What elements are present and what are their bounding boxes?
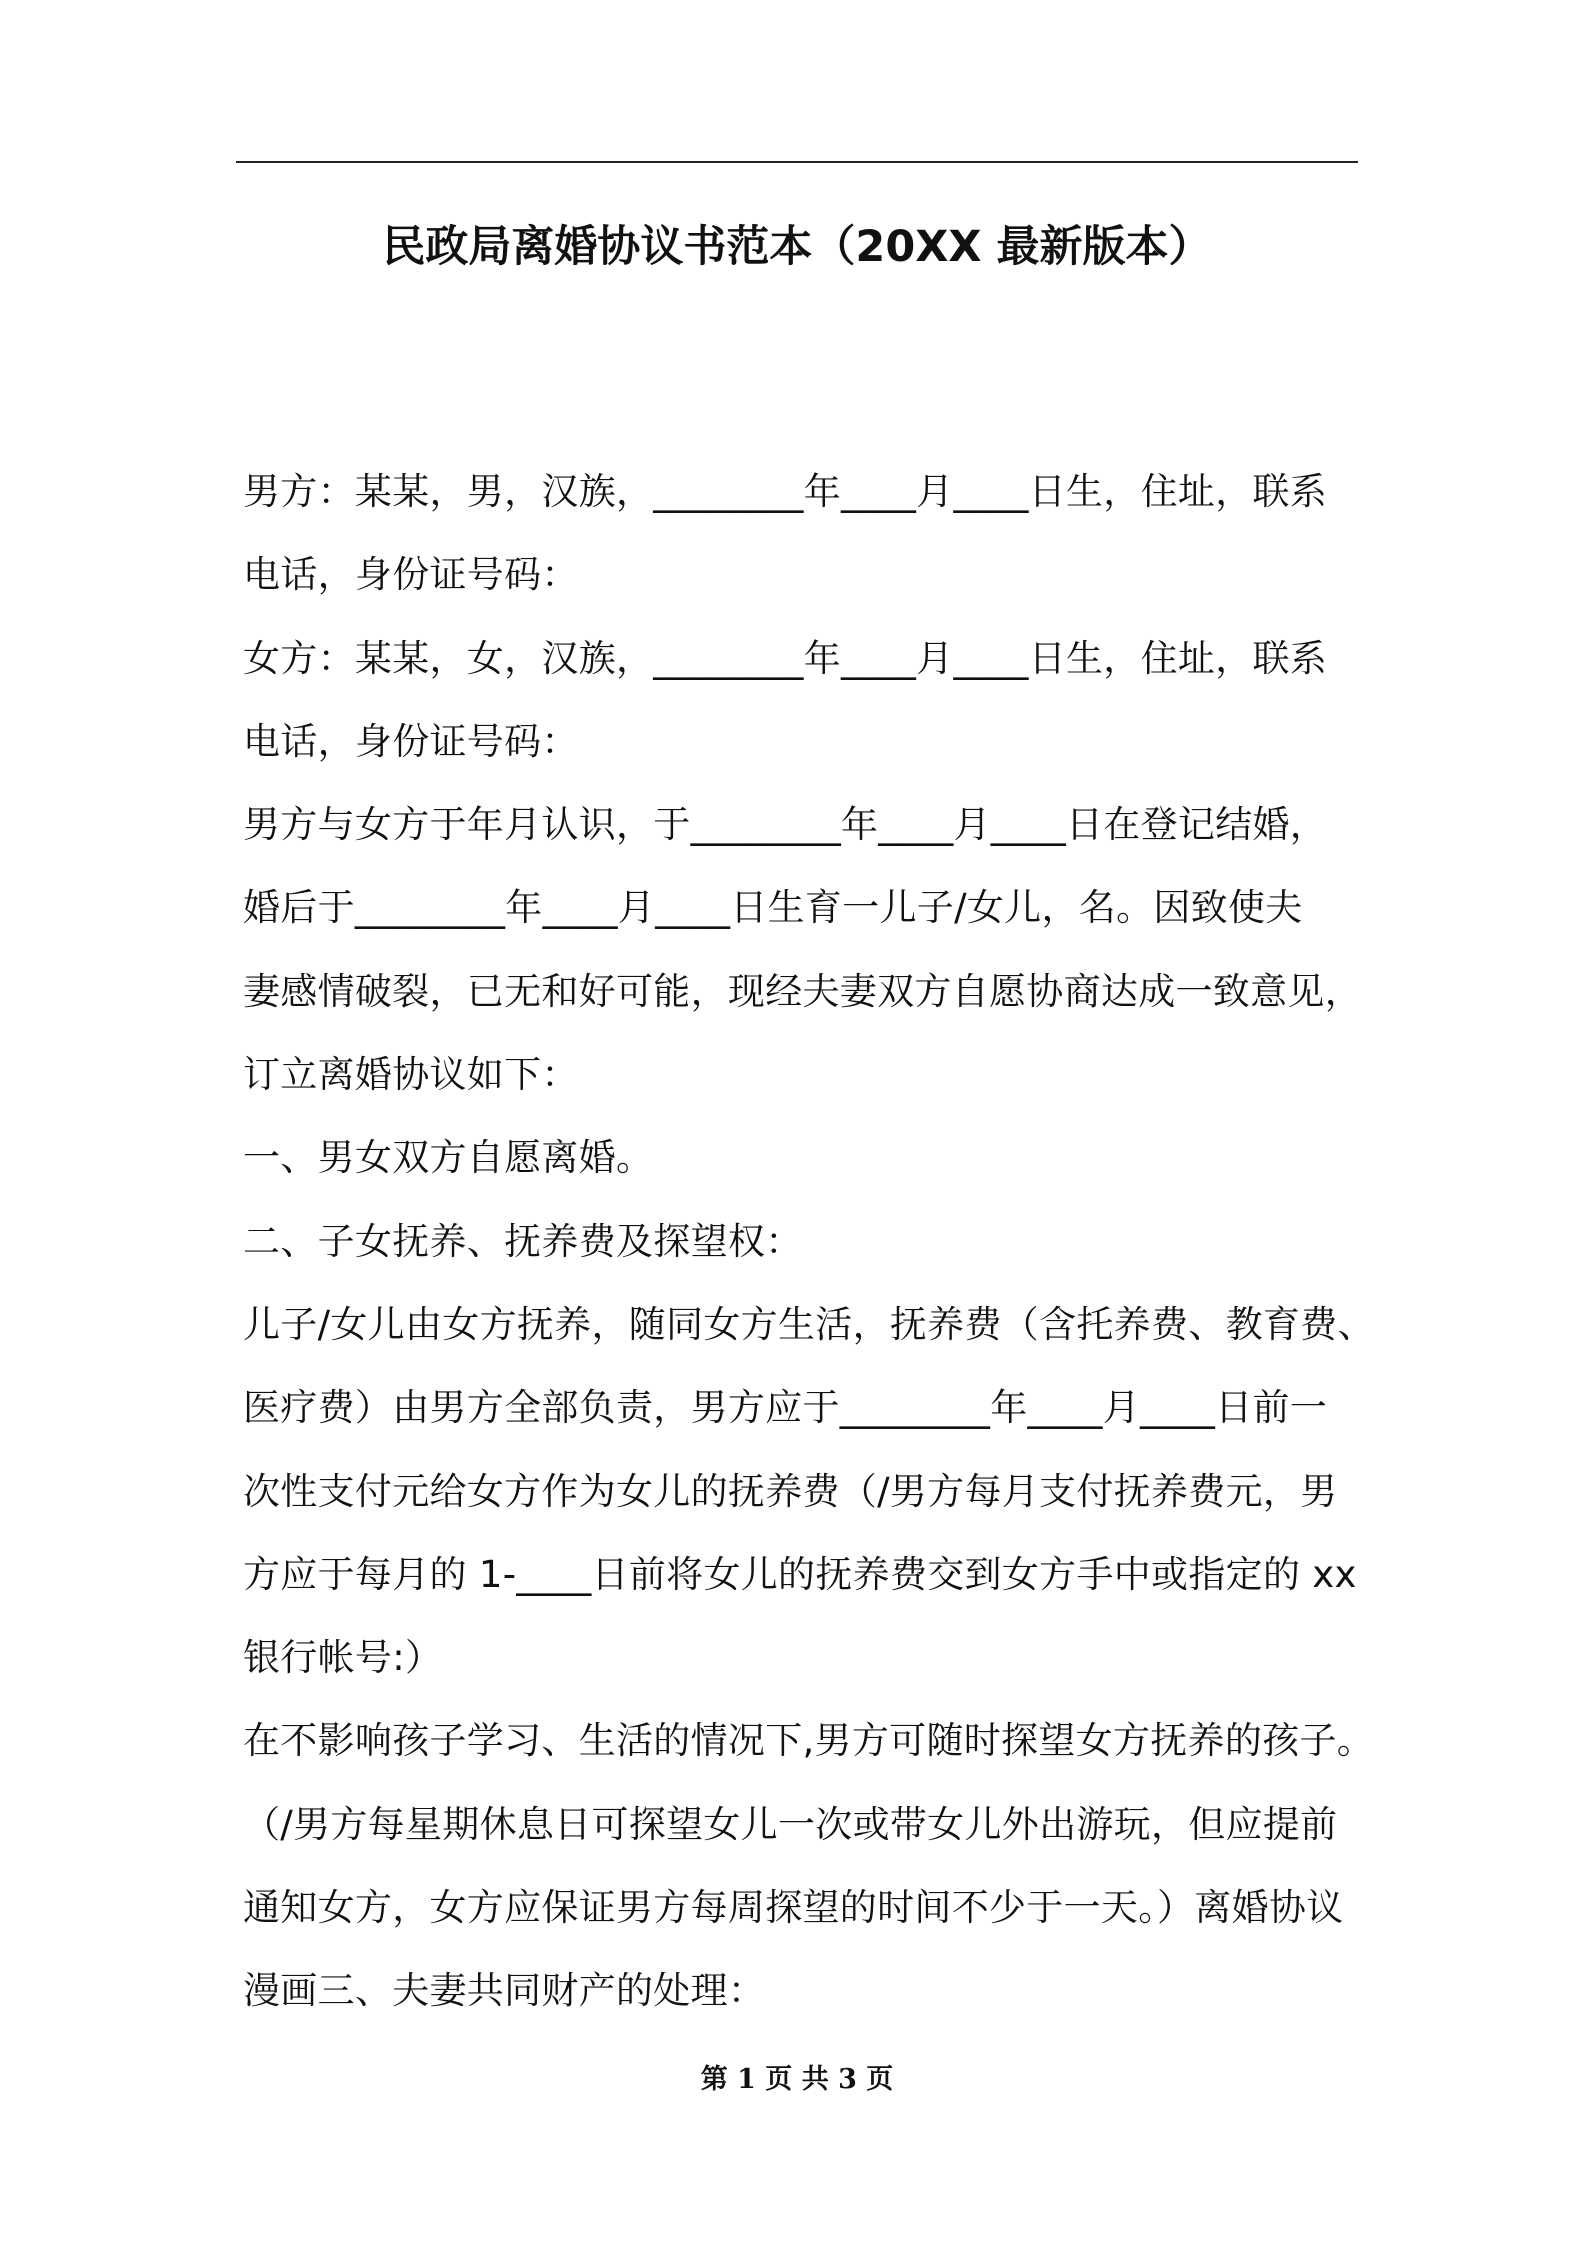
body-line: 方应于每月的 1-____日前将女儿的抚养费交到女方手中或指定的 xx — [243, 1552, 1357, 1596]
body-line: 订立离婚协议如下： — [243, 1053, 579, 1097]
body-line: 妻感情破裂，已无和好可能，现经夫妻双方自愿协商达成一致意见， — [243, 969, 1362, 1013]
body-line: 电话，身份证号码： — [243, 719, 579, 763]
section-heading: 一、男女双方自愿离婚。 — [243, 1136, 654, 1180]
document-title: 民政局离婚协议书范本（20XX 最新版本） — [382, 222, 1212, 272]
body-line: 医疗费）由男方全部负责，男方应于________年____月____日前一 — [243, 1386, 1328, 1430]
body-line: 次性支付元给女方作为女儿的抚养费（/男方每月支付抚养费元，男 — [243, 1469, 1338, 1513]
body-line: 女方：某某，女，汉族，________年____月____日生，住址，联系 — [243, 636, 1328, 680]
body-line: 电话，身份证号码： — [243, 553, 579, 597]
body-line: 男方与女方于年月认识，于________年____月____日在登记结婚， — [243, 803, 1328, 847]
body-line: 银行帐号:） — [243, 1636, 443, 1680]
body-line: 婚后于________年____月____日生育一儿子/女儿，名。因致使夫 — [243, 886, 1303, 930]
page-footer: 第 1 页 共 3 页 — [700, 2064, 894, 2095]
body-line: 在不影响孩子学习、生活的情况下,男方可随时探望女方抚养的孩子。 — [243, 1719, 1375, 1763]
body-line: 男方：某某，男，汉族，________年____月____日生，住址，联系 — [243, 470, 1328, 513]
body-line: （/男方每星期休息日可探望女儿一次或带女儿外出游玩，但应提前 — [243, 1802, 1338, 1846]
document-body — [243, 450, 1375, 2033]
section-heading: 二、子女抚养、抚养费及探望权： — [243, 1219, 803, 1263]
header-rule — [236, 161, 1358, 163]
body-line: 儿子/女儿由女方抚养，随同女方生活，抚养费（含托养费、教育费、 — [243, 1302, 1375, 1346]
body-line: 通知女方，女方应保证男方每周探望的时间不少于一天。）离婚协议 — [243, 1886, 1344, 1930]
section-heading: 漫画三、夫妻共同财产的处理： — [243, 1969, 766, 2013]
